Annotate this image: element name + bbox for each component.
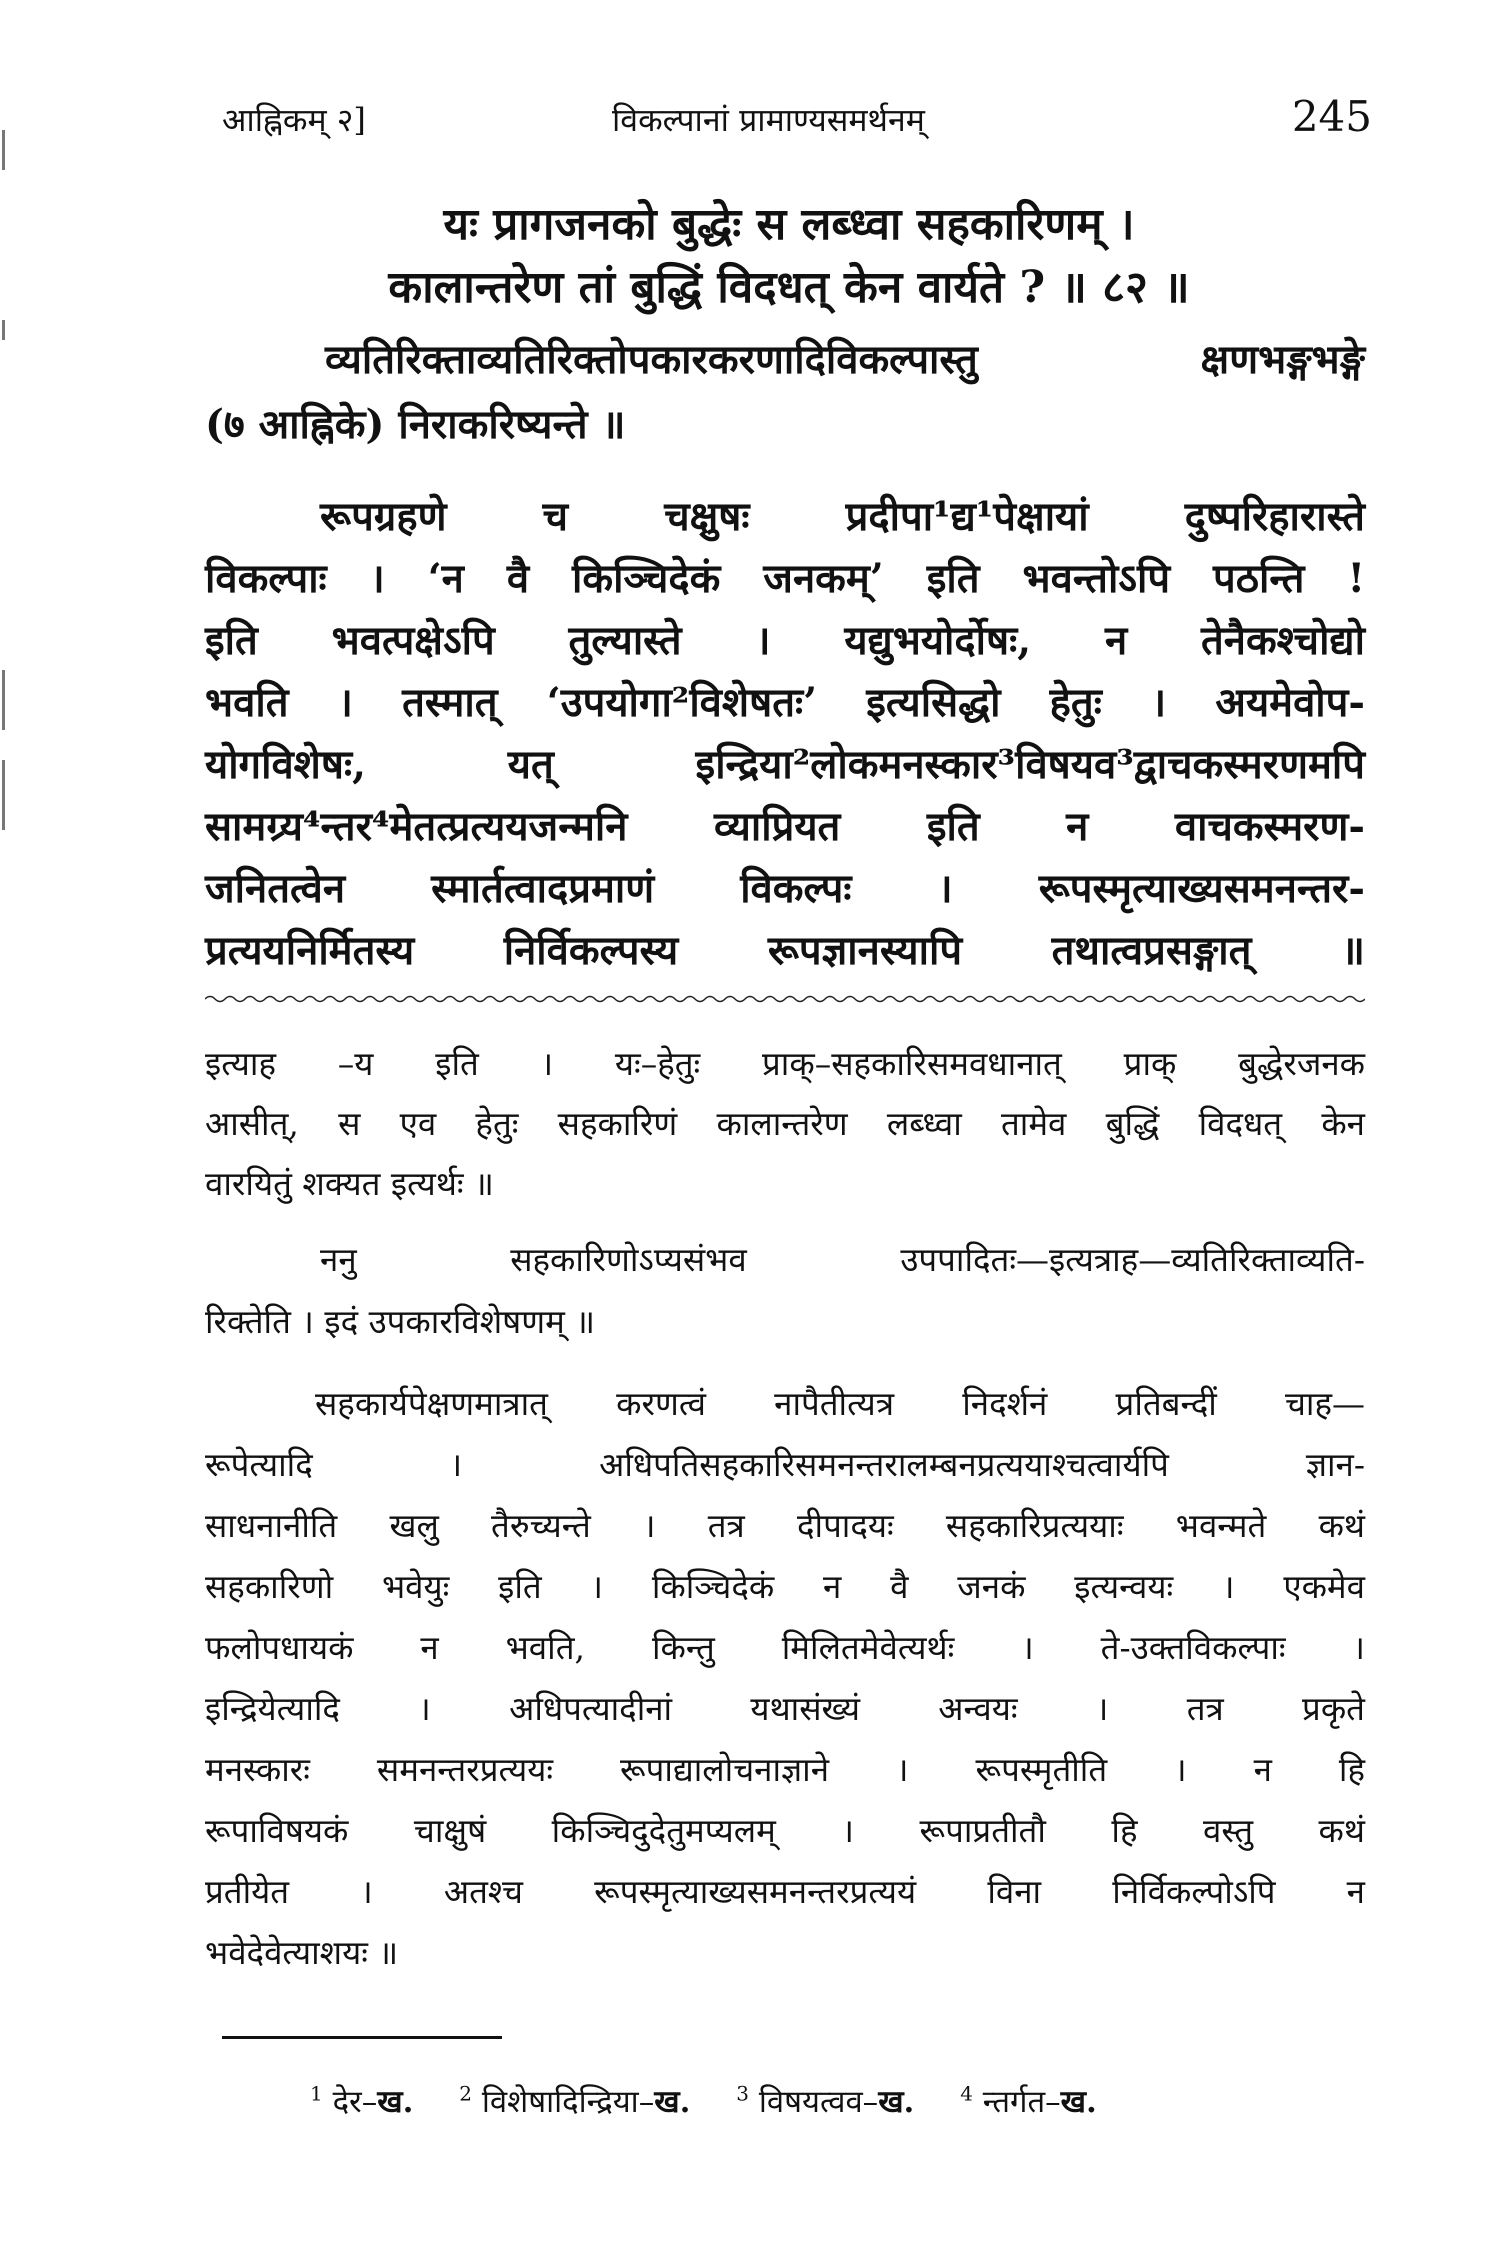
main-para2-line: भवति । तस्मात् ‘उपयोगा²विशेषतः’ इत्यसिद्धो हेतुः । अयमेवोप- [205,679,1365,726]
comm-para3-line: फलोपधायकं न भवति, किन्तु मिलितमेवेत्यर्थः । ते-उक्तविकल्पाः । [205,1628,1365,1667]
main-para1-line: व्यतिरिक्ताव्यतिरिक्तोपकारकरणादिविकल्पास्तु क्षणभङ्गभङ्गे [325,336,1365,383]
footnote-manuscript: ख. [654,2084,691,2120]
main-para2-line: योगविशेषः, यत् इन्द्रिया²लोकमनस्कार³विषयव³द्वाचकस्मरणमपि [205,741,1365,788]
verse-line-2: कालान्तरेण तां बुद्धिं विदधत् केन वार्यते ? ॥ ८२ ॥ [388,262,1190,313]
scan-margin-mark [2,320,5,340]
comm-para3-line: मनस्कारः समनन्तरप्रत्ययः रूपाद्यालोचनाज्ञाने । रूपस्मृतीति । न हि [205,1750,1365,1789]
footnote-manuscript: ख. [377,2084,414,2120]
comm-para3-line: रूपाविषयकं चाक्षुषं किञ्चिदुदेतुमप्यलम् । रूपाप्रतीतौ हि वस्तु कथं [205,1811,1365,1850]
comm-para2-line: रिक्तेति । इदं उपकारविशेषणम् ॥ [205,1302,596,1341]
main-para2-line: जनितत्वेन स्मार्तत्वादप्रमाणं विकल्पः । रूपस्मृत्याख्यसमनन्तर- [205,865,1365,912]
comm-para1-line: आसीत्, स एव हेतुः सहकारिणं कालान्तरेण लब्ध्वा तामेव बुद्धिं विदधत् केन [205,1104,1365,1143]
comm-para1-line: वारयितुं शक्यत इत्यर्थः ॥ [205,1164,494,1203]
footnote-item [310,2081,414,2120]
footnote-item [459,2081,691,2120]
scan-margin-mark [2,130,5,170]
footnote-manuscript: ख. [878,2084,915,2120]
footnote-text: विशेषादिन्द्रिया– [481,2084,655,2120]
footnote-item [960,2081,1097,2120]
footnote-number: 1 [310,2081,323,2106]
comm-para3-line: इन्द्रियेत्यादि । अधिपत्यादीनां यथासंख्यं अन्वयः । तत्र प्रकृते [205,1689,1365,1728]
main-para2-line: प्रत्ययनिर्मितस्य निर्विकल्पस्य रूपज्ञानस्यापि तथात्वप्रसङ्गात् ॥ [205,927,1365,974]
comm-para3-line: साधनानीति खलु तैरुच्यन्ते । तत्र दीपादयः सहकारिप्रत्ययाः भवन्मते कथं [205,1506,1365,1545]
footnote-number: 4 [960,2081,973,2106]
wavy-divider [205,994,1365,1004]
comm-para3-line: सहकारिणो भवेयुः इति । किञ्चिदेकं न वै जनकं इत्यन्वयः । एकमेव [205,1567,1365,1606]
header-title: विकल्पानां प्रामाण्यसमर्थनम् [612,101,925,139]
footnote-item [736,2081,915,2120]
main-para2-line: इति भवत्पक्षेऽपि तुल्यास्ते । यद्युभयोर्दोषः, न तेनैकश्चोद्यो [205,617,1365,664]
footnotes [310,2080,1133,2122]
footnote-number: 2 [459,2081,472,2106]
comm-para3-line: भवेदेवेत्याशयः ॥ [205,1933,399,1972]
main-para2-line: विकल्पाः । ‘न वै किञ्चिदेकं जनकम्’ इति भवन्तोऽपि पठन्ति ! [205,555,1365,602]
footnote-text: विषयत्वव– [758,2084,879,2120]
main-para2-line: सामग्र्य⁴न्तर⁴मेतत्प्रत्ययजन्मनि व्याप्रियत इति न वाचकस्मरण- [205,803,1365,850]
comm-para2-line: ननु सहकारिणोऽप्यसंभव उपपादितः—इत्यत्राह—व्यतिरिक्ताव्यति- [320,1240,1365,1279]
header-section: आह्निकम् २] [222,101,366,139]
footnote-manuscript: ख. [1060,2084,1097,2120]
footnote-text: न्तर्गत– [982,2084,1061,2120]
comm-para3-line: सहकार्यपेक्षणमात्रात् करणत्वं नापैतीत्यत्र निदर्शनं प्रतिबन्दीं चाह— [315,1384,1365,1423]
footnote-text: देर– [332,2084,378,2120]
scan-margin-mark [2,760,5,830]
footnote-number: 3 [736,2081,749,2106]
main-para1-line: (७ आह्निके) निराकरिष्यन्ते ॥ [205,401,626,448]
running-header [222,92,1372,144]
verse-line-1: यः प्रागजनको बुद्धेः स लब्ध्वा सहकारिणम् । [443,199,1135,250]
main-para2-line: रूपग्रहणे च चक्षुषः प्रदीपा¹द्य¹पेक्षायां दुष्परिहारास्ते [320,493,1365,540]
scan-margin-mark [2,670,5,730]
comm-para1-line: इत्याह –य इति । यः–हेतुः प्राक्–सहकारिसमवधानात् प्राक् बुद्धेरजनक [205,1044,1365,1083]
page-number: 245 [1291,92,1372,141]
comm-para3-line: रूपेत्यादि । अधिपतिसहकारिसमनन्तरालम्बनप्रत्ययाश्चत्वार्यपि ज्ञान- [205,1445,1365,1484]
comm-para3-line: प्रतीयेत । अतश्च रूपस्मृत्याख्यसमनन्तरप्रत्ययं विना निर्विकल्पोऽपि न [205,1872,1365,1911]
footnote-rule [222,2036,502,2039]
